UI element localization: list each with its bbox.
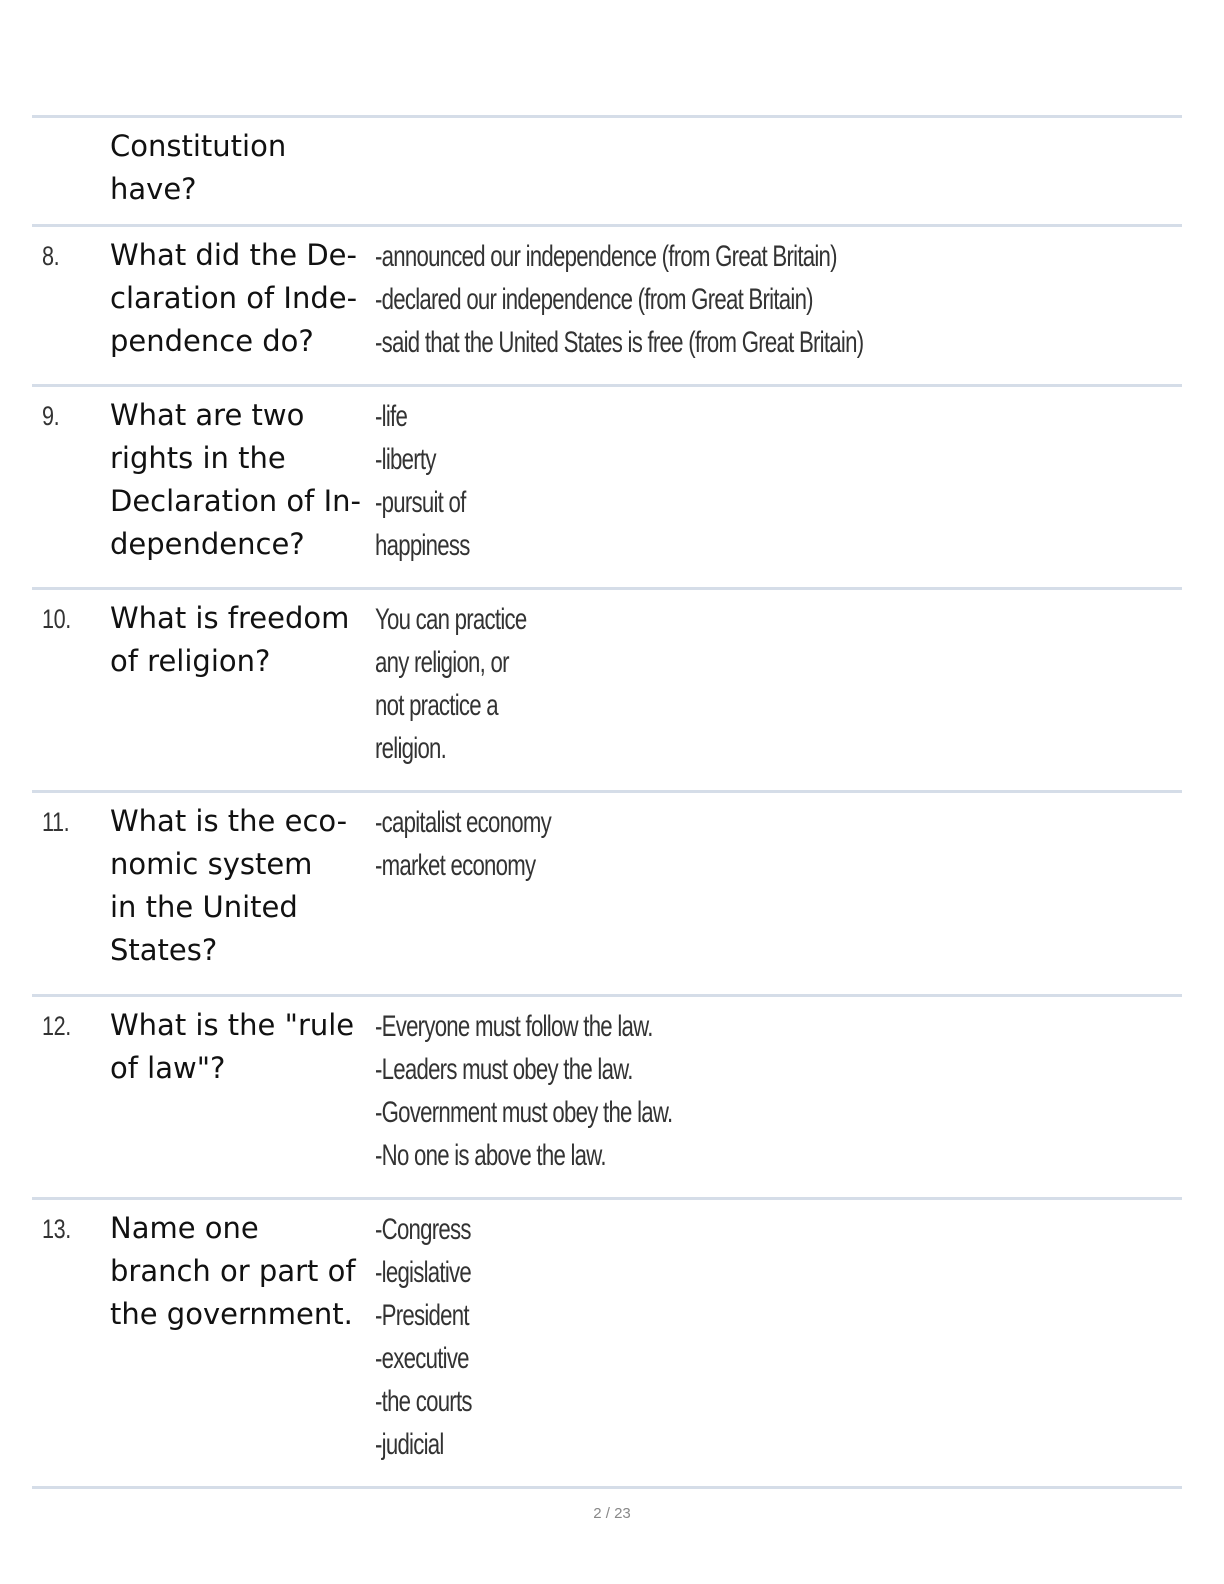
answer-list (375, 1208, 506, 1466)
answer-item: -Everyone must follow the law. (375, 1010, 653, 1043)
question-line: of law"? (110, 1051, 226, 1085)
answer-item: -said that the United States is free (from Great Britain) (375, 326, 864, 359)
answer-list (375, 395, 503, 567)
answer-item: -announced our independence (from Great Britain) (375, 240, 837, 273)
question-number: 8. (42, 241, 60, 271)
question-line: the government. (110, 1297, 353, 1331)
answer-item: -President (375, 1299, 469, 1332)
question-text (110, 125, 372, 211)
answer-item: religion. (375, 732, 447, 765)
answer-item: happiness (375, 529, 470, 562)
answer-item: -liberty (375, 443, 436, 476)
answer-list (375, 801, 613, 887)
question-number: 11. (42, 807, 70, 837)
answer-item: -market economy (375, 849, 536, 882)
question-number: 10. (42, 604, 71, 634)
question-number: 12. (42, 1011, 71, 1041)
answer-item: -Leaders must obey the law. (375, 1053, 633, 1086)
answer-list (375, 1005, 777, 1177)
question-text (110, 234, 372, 363)
question-line: What is the "rule (110, 1008, 355, 1042)
question-line: States? (110, 933, 218, 967)
answer-item: -Government must obey the law. (375, 1096, 673, 1129)
civics-questions-table (32, 115, 1182, 1489)
question-line: rights in the (110, 441, 286, 475)
question-text (110, 394, 372, 566)
answer-list (375, 598, 580, 770)
table-row (32, 590, 1182, 793)
question-line: Name one (110, 1211, 259, 1245)
question-text (110, 597, 372, 683)
question-number: 13. (42, 1214, 71, 1244)
question-text (110, 800, 372, 972)
question-line: Constitution (110, 129, 287, 163)
question-number: 9. (42, 401, 60, 431)
answer-item: -the courts (375, 1385, 472, 1418)
question-line: claration of Inde- (110, 281, 358, 315)
question-line: nomic system (110, 847, 313, 881)
table-row (32, 227, 1182, 387)
answer-item: -judicial (375, 1428, 444, 1461)
answer-item: -executive (375, 1342, 469, 1375)
question-line: in the United (110, 890, 298, 924)
answer-item: -capitalist economy (375, 806, 551, 839)
question-line: pendence do? (110, 324, 314, 358)
answer-item: not practice a (375, 689, 498, 722)
question-text (110, 1004, 372, 1090)
table-row (32, 118, 1182, 227)
answer-item: -No one is above the law. (375, 1139, 606, 1172)
question-text (110, 1207, 372, 1336)
answer-item: -pursuit of (375, 486, 466, 519)
page-number: 2 / 23 (593, 1505, 631, 1522)
answer-item: -Congress (375, 1213, 471, 1246)
answer-item: -legislative (375, 1256, 472, 1289)
answer-item: You can practice (375, 603, 527, 636)
answer-list (375, 235, 1035, 364)
answer-item: any religion, or (375, 646, 509, 679)
table-row (32, 387, 1182, 590)
question-line: What are two (110, 398, 305, 432)
answer-item: -declared our independence (from Great Britain) (375, 283, 813, 316)
answer-item: -life (375, 400, 408, 433)
question-line: dependence? (110, 527, 305, 561)
question-line: What did the De- (110, 238, 357, 272)
question-line: Declaration of In- (110, 484, 361, 518)
question-line: have? (110, 172, 197, 206)
table-row (32, 997, 1182, 1200)
question-line: What is the eco- (110, 804, 348, 838)
question-line: branch or part of (110, 1254, 356, 1288)
question-line: What is freedom (110, 601, 350, 635)
table-row (32, 793, 1182, 997)
question-line: of religion? (110, 644, 271, 678)
table-row (32, 1200, 1182, 1489)
